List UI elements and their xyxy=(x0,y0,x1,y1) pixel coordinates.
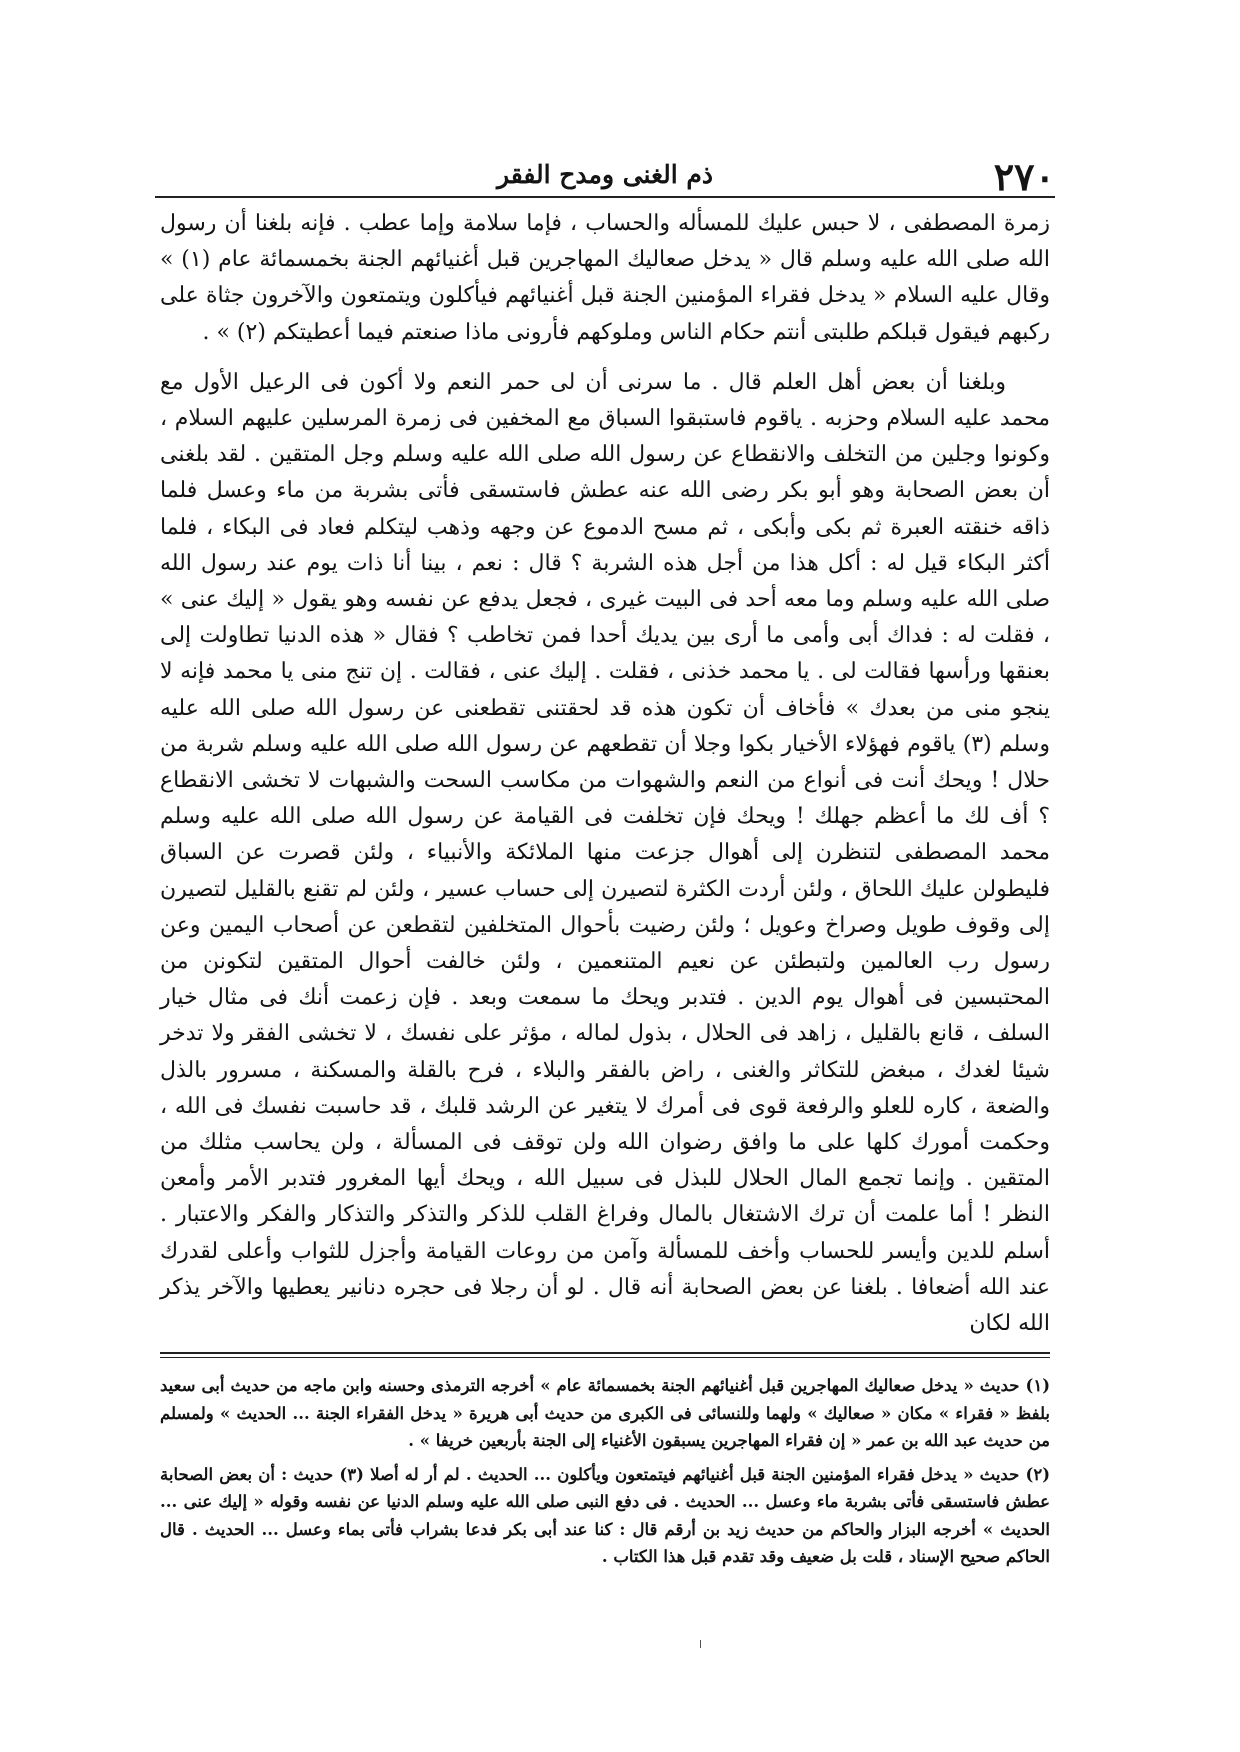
page-header xyxy=(155,154,1055,199)
scan-speck xyxy=(700,1640,701,1648)
main-text xyxy=(160,206,1050,1342)
footnotes xyxy=(160,1372,1050,1571)
running-title: ذم الغنى ومدح الفقر xyxy=(496,160,714,189)
page-number: ٢٧٠ xyxy=(993,154,1055,199)
paragraph-2: وبلغنا أن بعض أهل العلم قال . ما سرنى أن لى حمر النعم ولا أكون فى الرعيل الأول مع محمد عليه السلام وحزبه . ياقوم فاستبقوا السباق مع المخفين فى زمرة المرسلين عليهم السلام ، وكونوا وجلين من التخلف والانقطاع عن رسول الله صلى الله عليه وسلم وجل المتقين . لقد بلغنى أن بعض الصحابة وهو أبو بكر رضى الله عنه عطش فاستسقى فأتى بشربة من ماء وعسل فلما ذاقه خنقته العبرة ثم بكى وأبكى ، ثم مسح الدموع عن وجهه وذهب ليتكلم فعاد فى البكاء ، فلما أكثر البكاء قيل له : أكل هذا من أجل هذه الشربة ؟ قال : نعم ، بينا أنا ذات يوم عند رسول الله صلى الله عليه وسلم وما معه أحد فى البيت غيرى ، فجعل يدفع عن نفسه وهو يقول « إليك عنى » ، فقلت له : فداك أبى وأمى ما أرى بين يديك أحدا فمن تخاطب ؟ فقال « هذه الدنيا تطاولت إلى بعنقها ورأسها فقالت لى . يا محمد خذنى ، فقلت . إليك عنى ، فقالت . إن تنج منى يا محمد فإنه لا ينجو منى من بعدك » فأخاف أن تكون هذه قد لحقتنى تقطعنى عن رسول الله صلى الله عليه وسلم (٣) ياقوم فهؤلاء الأخيار بكوا وجلا أن تقطعهم عن رسول الله صلى الله عليه وسلم شربة من حلال ! ويحك أنت فى أنواع من النعم والشهوات من مكاسب السحت والشبهات لا تخشى الانقطاع ؟ أف لك ما أعظم جهلك ! ويحك فإن تخلفت فى القيامة عن رسول الله صلى الله عليه وسلم محمد المصطفى لتنظرن إلى أهوال جزعت منها الملائكة والأنبياء ، ولئن قصرت عن السباق فليطولن عليك اللحاق ، ولئن أردت الكثرة لتصيرن إلى حساب عسير ، ولئن لم تقنع بالقليل لتصيرن إلى وقوف طويل وصراخ وعويل ؛ ولئن رضيت بأحوال المتخلفين لتقطعن عن أصحاب اليمين وعن رسول رب العالمين ولتبطئن عن نعيم المتنعمين ، ولئن خالفت أحوال المتقين لتكونن من المحتبسين فى أهوال يوم الدين . فتدبر ويحك ما سمعت وبعد . فإن زعمت أنك فى مثال خيار السلف ، قانع بالقليل ، زاهد فى الحلال ، بذول لماله ، مؤثر على نفسك ، لا تخشى الفقر ولا تدخر شيئا لغدك ، مبغض للتكاثر والغنى ، راض بالفقر والبلاء ، فرح بالقلة والمسكنة ، مسرور بالذل والضعة ، كاره للعلو والرفعة قوى فى أمرك لا يتغير عن الرشد قلبك ، قد حاسبت نفسك فى الله ، وحكمت أمورك كلها على ما وافق رضوان الله ولن توقف فى المسألة ، ولن يحاسب مثلك من المتقين . وإنما تجمع المال الحلال للبذل فى سبيل الله ، ويحك أيها المغرور فتدبر الأمر وأمعن النظر ! أما علمت أن ترك الاشتغال بالمال وفراغ القلب للذكر والتذكر والتذكار والفكر والاعتبار . أسلم للدين وأيسر للحساب وأخف للمسألة وآمن من روعات القيامة وأجزل للثواب وأعلى لقدرك عند الله أضعافا . بلغنا عن بعض الصحابة أنه قال . لو أن رجلا فى حجره دنانير يعطيها والآخر يذكر الله لكان xyxy=(160,369,1050,1337)
header-rule xyxy=(155,196,1055,198)
footnote-2-3: (٢) حديث « يدخل فقراء المؤمنين الجنة قبل أغنيائهم فيتمتعون ويأكلون ... الحديث . لم أر له أصلا (٣) حديث : أن بعض الصحابة عطش فاستسقى فأتى بشربة ماء وعسل ... الحديث . فى دفع النبى صلى الله عليه وسلم الدنيا عن نفسه وقوله « إليك عنى ... الحديث » أخرجه البزار والحاكم من حديث زيد بن أرقم قال : كنا عند أبى بكر فدعا بشراب فأتى بماء وعسل ... الحديث . قال الحاكم صحيح الإسناد ، قلت بل ضعيف وقد تقدم قبل هذا الكتاب . xyxy=(160,1464,1050,1566)
paragraph-1: زمرة المصطفى ، لا حبس عليك للمسأله والحساب ، فإما سلامة وإما عطب . فإنه بلغنا أن رسول الله صلى الله عليه وسلم قال « يدخل صعاليك المهاجرين قبل أغنيائهم الجنة بخمسمائة عام (١) » وقال عليه السلام « يدخل فقراء المؤمنين الجنة قبل أغنيائهم فيأكلون ويتمتعون والآخرون جثاة على ركبهم فيقول قبلكم طلبتى أنتم حكام الناس وملوكهم فأرونى ماذا صنعتم فيما أعطيتكم (٢) » . xyxy=(160,211,1050,345)
footnote-separator xyxy=(160,1352,1050,1358)
footnote-1: (١) حديث « يدخل صعاليك المهاجرين قبل أغنيائهم الجنة بخمسمائة عام » أخرجه الترمذى وحسنه وابن ماجه من حديث أبى سعيد بلفظ « فقراء » مكان « صعاليك » ولهما وللنسائى فى الكبرى من حديث أبى هريرة « يدخل الفقراء الجنة ... الحديث » ولمسلم من حديث عبد الله بن عمر « إن فقراء المهاجرين يسبقون الأغنياء إلى الجنة بأربعين خريفا » . xyxy=(160,1376,1050,1450)
